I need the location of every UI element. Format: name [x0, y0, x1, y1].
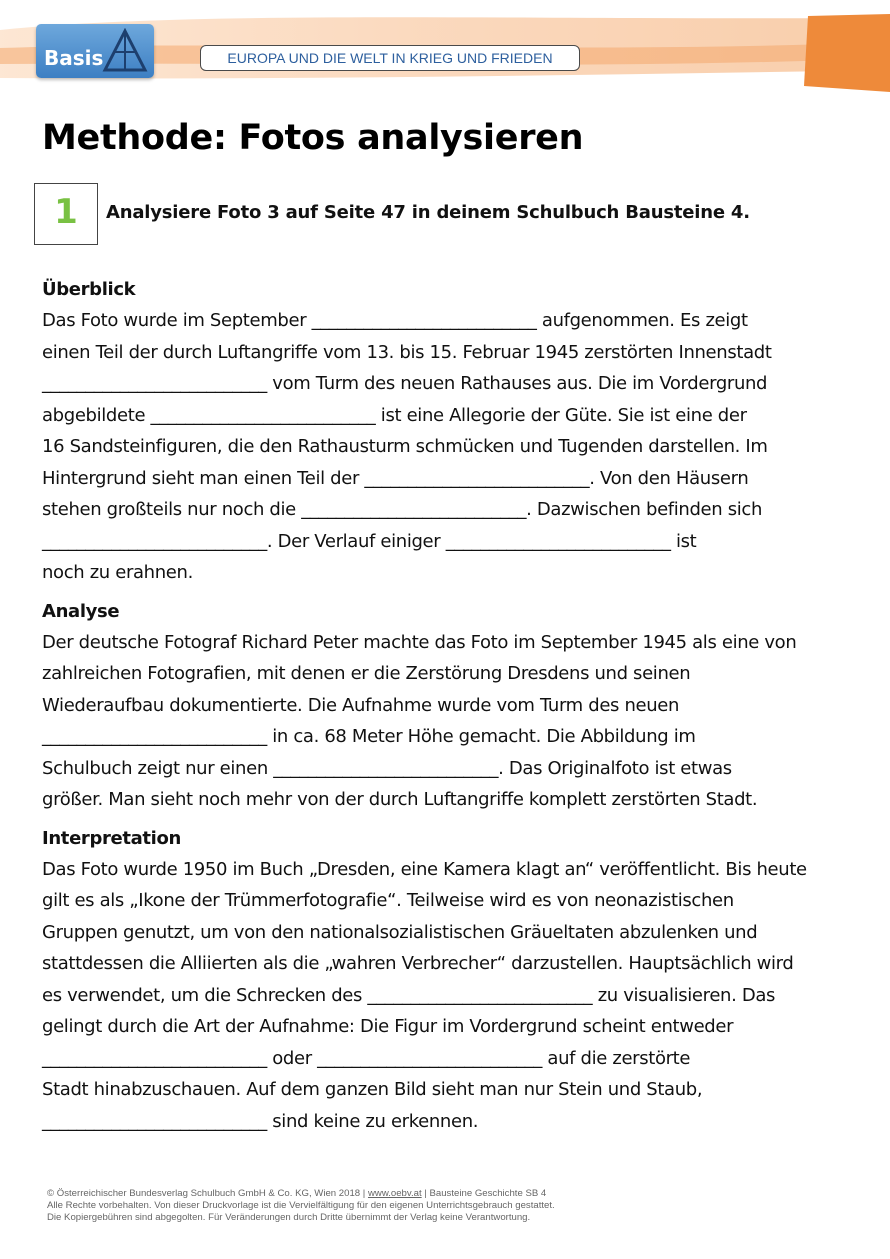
text-line: gelingt durch die Art der Aufnahme: Die Figur im Vordergrund scheint entweder [42, 1016, 734, 1037]
text-line: gilt es als „Ikone der Trümmerfotografie“. Teilweise wird es von neonazistischen [42, 890, 734, 911]
text-line: Schulbuch zeigt nur einen __________________________. Das Originalfoto ist etwas [42, 757, 732, 779]
text-line: Hintergrund sieht man einen Teil der __________________________. Von den Häusern [42, 467, 749, 489]
basis-logo [36, 24, 154, 78]
task-number-box: 1 [34, 183, 98, 245]
text-line: stattdessen die Alliierten als die „wahren Verbrecher“ darzustellen. Hauptsächlich wird [42, 953, 794, 974]
text-line: noch zu erahnen. [42, 562, 193, 583]
text-line: Das Foto wurde 1950 im Buch „Dresden, eine Kamera klagt an“ veröffentlicht. Bis heute [42, 858, 807, 880]
logo-text: Basis [44, 46, 104, 70]
interpretation-text [42, 854, 852, 1138]
text-line: __________________________ vom Turm des neuen Rathauses aus. Die im Vordergrund [42, 373, 768, 394]
series-label: EUROPA UND DIE WELT IN KRIEG UND FRIEDEN [200, 45, 580, 71]
overview-text [42, 305, 852, 589]
footer-copyright: © Österreichischer Bundesverlag Schulbuch GmbH & Co. KG, Wien 2018 | [47, 1188, 368, 1199]
text-line: __________________________ in ca. 68 Meter Höhe gemacht. Die Abbildung im [42, 726, 696, 747]
text-line: __________________________. Der Verlauf einiger __________________________ ist [42, 530, 697, 552]
text-line: Stadt hinabzuschauen. Auf dem ganzen Bild sieht man nur Stein und Staub, [42, 1079, 703, 1100]
footer-line-3: Die Kopiergebühren sind abgegolten. Für Veränderungen durch Dritte übernimmt der Verlag keine Verantwortung. [47, 1212, 531, 1223]
text-line: Gruppen genutzt, um von den nationalsozialistischen Gräueltaten abzulenken und [42, 921, 758, 943]
footer-line-1 [47, 1188, 555, 1200]
text-line: 16 Sandsteinfiguren, die den Rathausturm schmücken und Tugenden darstellen. Im [42, 436, 768, 457]
text-line: __________________________ sind keine zu erkennen. [42, 1110, 479, 1132]
copyright-footer [47, 1188, 555, 1224]
text-line: größer. Man sieht noch mehr von der durch Luftangriffe komplett zerstörten Stadt. [42, 789, 758, 810]
section-heading-overview: Überblick [42, 279, 136, 300]
text-line: stehen großteils nur noch die __________________________. Dazwischen befinden sich [42, 499, 762, 520]
footer-line-2: Alle Rechte vorbehalten. Von dieser Druckvorlage ist die Vervielfältigung für den eigenen Unterrichtsgebrauch gestattet. [47, 1200, 555, 1211]
section-heading-interpretation: Interpretation [42, 827, 181, 849]
text-line: Der deutsche Fotograf Richard Peter machte das Foto im September 1945 als eine von [42, 631, 797, 653]
task-instruction: Analysiere Foto 3 auf Seite 47 in deinem Schulbuch Bausteine 4. [106, 202, 750, 223]
text-line: Wiederaufbau dokumentierte. Die Aufnahme wurde vom Turm des neuen [42, 694, 680, 716]
text-line: einen Teil der durch Luftangriffe vom 13. bis 15. Februar 1945 zerstörten Innenstadt [42, 341, 772, 363]
publisher-link[interactable]: www.oebv.at [367, 1188, 422, 1199]
section-heading-analysis: Analyse [42, 600, 120, 622]
triangle-logo-icon [102, 28, 148, 74]
text-line: zahlreichen Fotografien, mit denen er die Zerstörung Dresdens und seinen [42, 663, 691, 684]
page-title: Methode: Fotos analysieren [42, 118, 584, 158]
text-line: Das Foto wurde im September __________________________ aufgenommen. Es zeigt [42, 310, 748, 331]
worksheet-body [42, 275, 852, 1137]
text-line: __________________________ oder __________________________ auf die zerstörte [42, 1047, 691, 1069]
analysis-text [42, 627, 852, 816]
footer-book: | Bausteine Geschichte SB 4 [421, 1188, 547, 1199]
text-line: es verwendet, um die Schrecken des __________________________ zu visualisieren. Das [42, 984, 776, 1006]
text-line: abgebildete __________________________ ist eine Allegorie der Güte. Sie ist eine der [42, 404, 747, 426]
